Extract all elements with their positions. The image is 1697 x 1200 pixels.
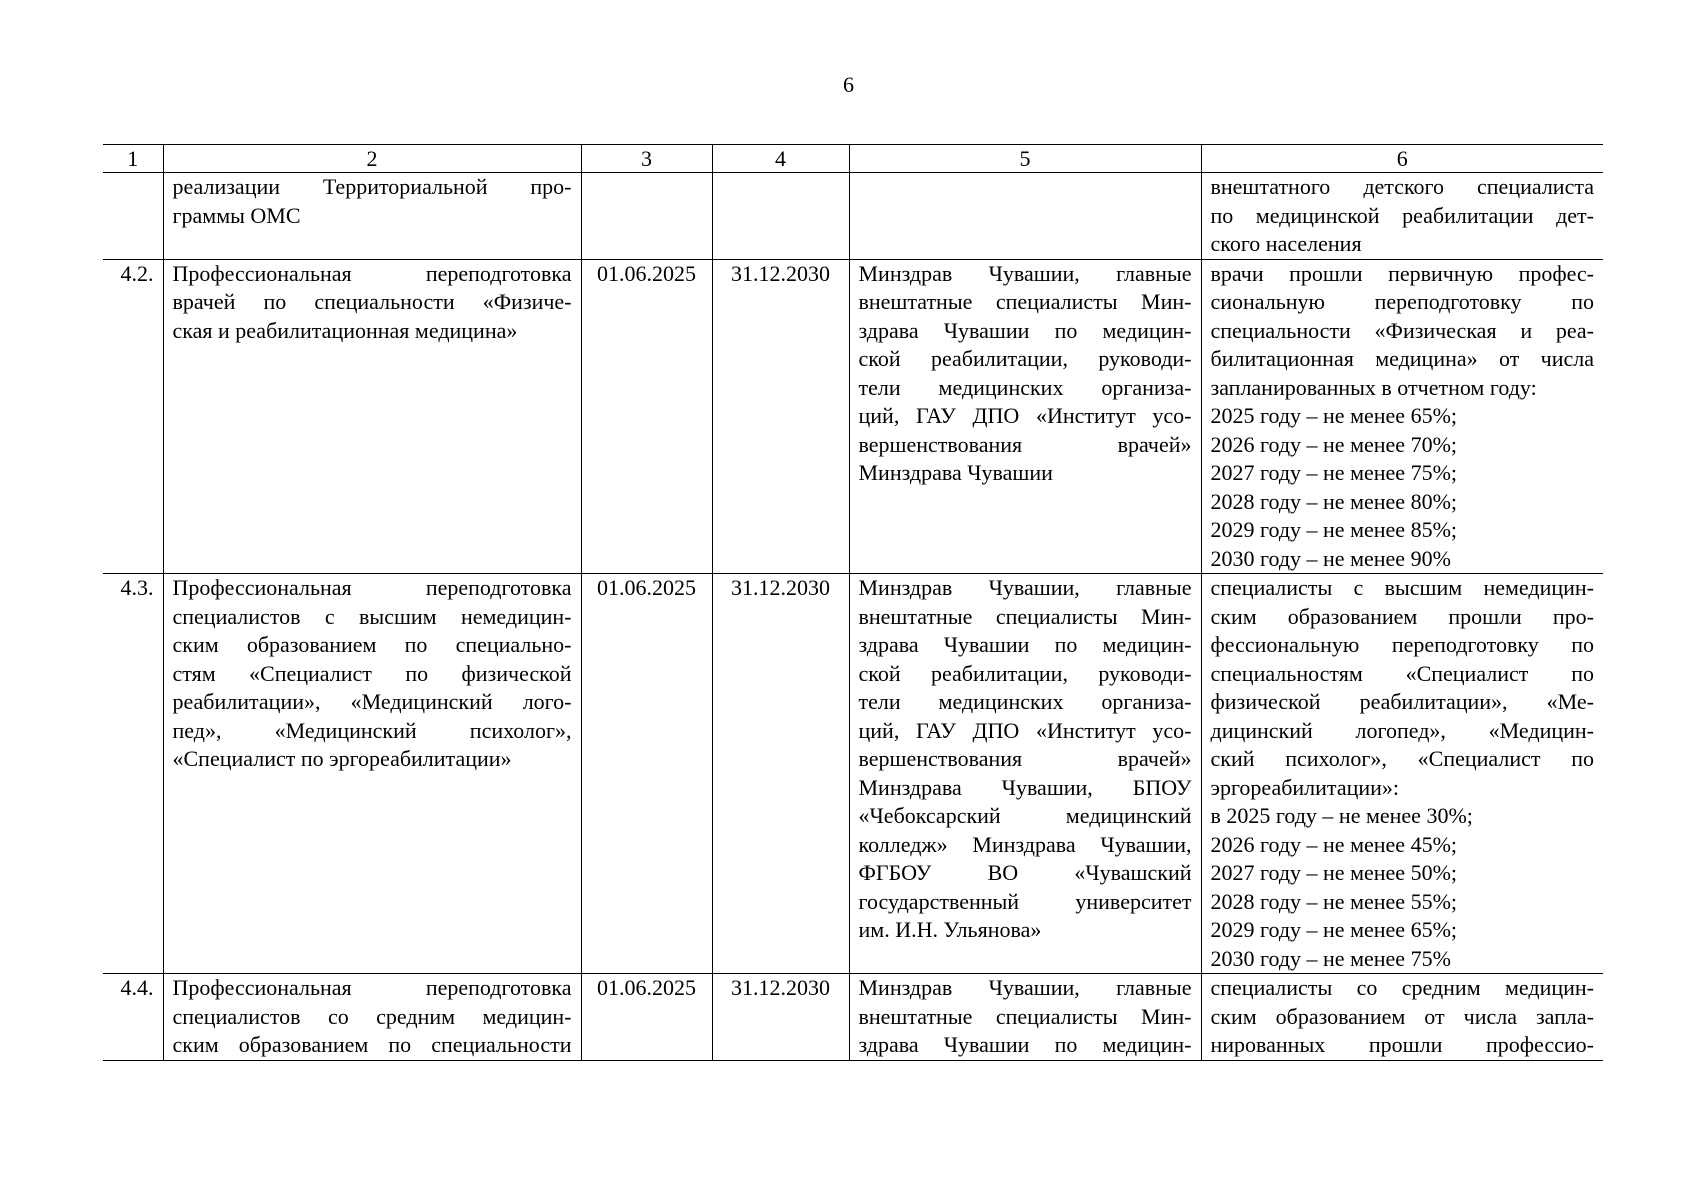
description-line: Профессиональная переподготовка [172,575,572,600]
executor-line: здрава Чувашии по медицин- [858,632,1192,657]
description-line: Профессиональная переподготовка [172,260,572,286]
result-line: 2025 году – не менее 65%; [1210,403,1458,428]
executor-line: государственный университет [858,888,1192,914]
result-line: ский психолог», «Специалист по [1210,746,1594,771]
start-date-cell: 01.06.2025 [581,574,712,974]
description-line: граммы ОМС [172,202,301,228]
table-row-4-3 [103,574,1603,974]
page-number: 6 [843,72,854,97]
executor-line: вершенствования врачей» [858,431,1192,457]
executor-line: вершенствования врачей» [858,746,1192,771]
description-line: реабилитации», «Медицинский лого- [172,689,572,714]
row-number-cell [103,173,163,260]
result-line: ским образованием от числа запла- [1210,1003,1594,1029]
row-number-cell: 4.2. [103,259,163,574]
executor-line: Минздрав Чувашии, главные [858,575,1192,600]
result-line: билитационная медицина» от числа [1210,346,1594,371]
description-line: Профессиональная переподготовка [172,975,572,1000]
row-number-cell: 4.3. [103,574,163,974]
executor-line: ций, ГАУ ДПО «Институт усо- [858,403,1192,428]
description-line: специалистов со средним медицин- [172,1003,572,1029]
result-line: дицинский логопед», «Медицин- [1210,717,1594,743]
result-line: 2026 году – не менее 45%; [1210,831,1458,857]
description-line: реализации Территориальной про- [172,174,572,199]
start-date-cell: 01.06.2025 [581,259,712,574]
description-line: «Специалист по эргореабилитации» [172,746,512,771]
end-date-cell: 31.12.2030 [712,974,849,1061]
result-line: специалисты с высшим немедицин- [1210,575,1594,600]
executor-line: здрава Чувашии по медицин- [858,317,1192,343]
column-number-3: 3 [581,145,712,173]
executor-line: ций, ГАУ ДПО «Институт усо- [858,717,1192,743]
description-line: ская и реабилитационная медицина» [172,317,518,343]
result-line: врачи прошли первичную профес- [1210,260,1594,286]
executor-line: Минздрава Чувашии [858,460,1053,485]
executor-line: колледж» Минздрава Чувашии, [858,831,1192,857]
description-line: врачей по специальности «Физиче- [172,289,572,314]
description-line: пед», «Медицинский психолог», [172,717,572,743]
result-line: 2027 году – не менее 75%; [1210,460,1458,485]
executor-line: «Чебоксарский медицинский [858,803,1192,828]
executor-line: ской реабилитации, руководи- [858,346,1192,371]
result-line: 2028 году – не менее 80%; [1210,488,1458,514]
column-number-5: 5 [849,145,1201,173]
result-line: в 2025 году – не менее 30%; [1210,803,1473,828]
start-date-cell: 01.06.2025 [581,974,712,1061]
end-date-cell [712,173,849,260]
table-row-4-4 [103,974,1603,1061]
executor-cell [849,974,1201,1061]
executor-line: тели медицинских организа- [858,689,1192,714]
result-line: запланированных в отчетном году: [1210,374,1537,400]
result-line: фессиональную переподготовку по [1210,632,1594,657]
result-line: 2026 году – не менее 70%; [1210,431,1458,457]
description-line: стям «Специалист по физической [172,660,572,686]
executor-line: здрава Чувашии по медицин- [858,1032,1192,1057]
description-line: ским образованием по специальности [172,1032,572,1057]
column-number-4: 4 [712,145,849,173]
result-line: 2030 году – не менее 75% [1210,945,1451,971]
executor-line: Минздрав Чувашии, главные [858,260,1192,286]
result-line: специалисты со средним медицин- [1210,975,1594,1000]
description-line: ским образованием по специально- [172,632,572,657]
column-number-row [103,145,1603,173]
executor-line: Минздрав Чувашии, главные [858,975,1192,1000]
result-line: ским образованием прошли про- [1210,603,1594,629]
description-cell [163,173,581,260]
executor-line: им. И.Н. Ульянова» [858,917,1042,942]
measures-table [103,144,1603,1061]
result-cell [1201,574,1603,974]
description-cell [163,974,581,1061]
executor-cell [849,574,1201,974]
result-line: сиональную переподготовку по [1210,289,1594,314]
executor-cell [849,173,1201,260]
end-date-cell: 31.12.2030 [712,259,849,574]
description-cell [163,259,581,574]
result-line: ского населения [1210,231,1362,256]
result-line: 2029 году – не менее 65%; [1210,917,1458,942]
result-line: нированных прошли профессио- [1210,1032,1594,1057]
result-cell [1201,173,1603,260]
executor-line: тели медицинских организа- [858,374,1192,400]
executor-line: Минздрава Чувашии, БПОУ [858,774,1192,800]
table-row-continuation [103,173,1603,260]
column-number-2: 2 [163,145,581,173]
result-line: физической реабилитации», «Ме- [1210,689,1594,714]
result-line: 2027 году – не менее 50%; [1210,860,1458,885]
result-line: 2028 году – не менее 55%; [1210,888,1458,914]
result-line: специальности «Физическая и реа- [1210,317,1594,343]
column-number-6: 6 [1201,145,1603,173]
executor-line: внештатные специалисты Мин- [858,1003,1192,1029]
description-cell [163,574,581,974]
result-cell [1201,259,1603,574]
end-date-cell: 31.12.2030 [712,574,849,974]
executor-line: внештатные специалисты Мин- [858,289,1192,314]
executor-line: ФГБОУ ВО «Чувашский [858,860,1192,885]
result-line: специальностям «Специалист по [1210,660,1594,686]
result-cell [1201,974,1603,1061]
result-line: 2029 году – не менее 85%; [1210,517,1458,542]
executor-cell [849,259,1201,574]
row-number-cell: 4.4. [103,974,163,1061]
result-line: 2030 году – не менее 90% [1210,545,1451,571]
column-number-1: 1 [103,145,163,173]
result-line: по медицинской реабилитации дет- [1210,202,1594,228]
result-line: эргореабилитации»: [1210,774,1400,800]
executor-line: внештатные специалисты Мин- [858,603,1192,629]
result-line: внештатного детского специалиста [1210,174,1594,199]
table-row-4-2 [103,259,1603,574]
start-date-cell [581,173,712,260]
executor-line: ской реабилитации, руководи- [858,660,1192,686]
description-line: специалистов с высшим немедицин- [172,603,572,629]
